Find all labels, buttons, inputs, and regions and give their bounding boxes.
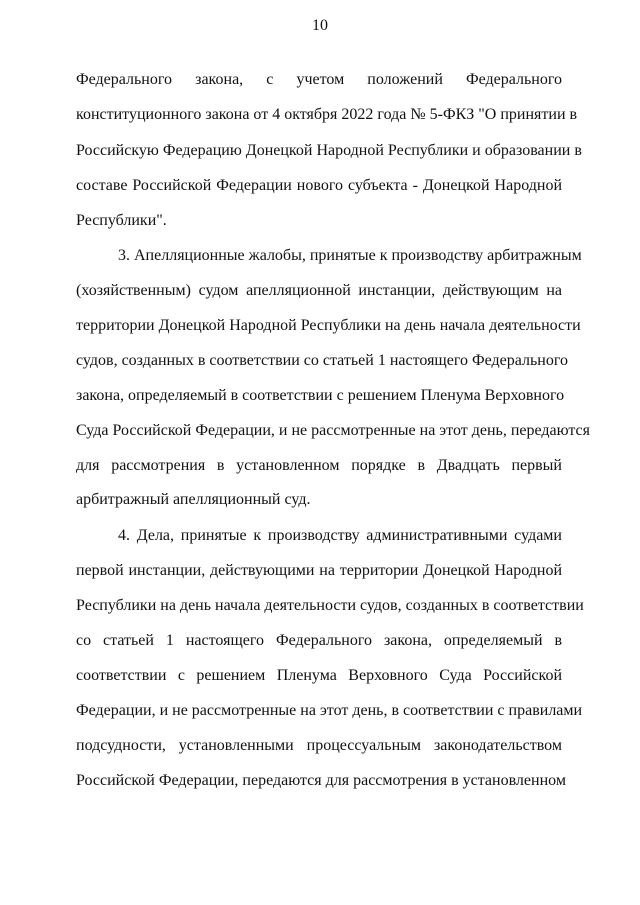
text-line: арбитражный апелляционный суд.: [76, 491, 311, 508]
text-line: со статьей 1 настоящего Федерального закона, определяемый в: [76, 632, 562, 649]
text-line: Республики на день начала деятельности судов, созданных в соответствии: [76, 597, 584, 614]
text-line: составе Российской Федерации нового субъекта - Донецкой Народной: [76, 177, 562, 194]
text-line: Суда Российской Федерации, и не рассмотренные на этот день, передаются: [76, 422, 591, 439]
text-line: Федерального закона, с учетом положений Федерального: [76, 71, 562, 88]
text-line: конституционного закона от 4 октября 2022 года № 5-ФКЗ "О принятии в: [76, 106, 578, 123]
text-line: подсудности, установленными процессуальным законодательством: [76, 737, 562, 754]
text-line: Российской Федерации, передаются для рассмотрения в установленном: [76, 772, 566, 789]
text-line: Российскую Федерацию Донецкой Народной Республики и образовании в: [76, 142, 582, 159]
page-number: 10: [312, 17, 328, 34]
text-line: для рассмотрения в установленном порядке в Двадцать первый: [76, 457, 562, 474]
text-line: соответствии с решением Пленума Верховного Суда Российской: [76, 667, 562, 684]
text-line: 4. Дела, принятые к производству административными судами: [118, 527, 562, 544]
text-line: судов, созданных в соответствии со статьей 1 настоящего Федерального: [76, 352, 569, 369]
text-line: закона, определяемый в соответствии с решением Пленума Верховного: [76, 387, 565, 404]
text-line: территории Донецкой Народной Республики на день начала деятельности: [76, 317, 581, 334]
text-line: первой инстанции, действующими на территории Донецкой Народной: [76, 562, 562, 579]
text-line: Республики".: [76, 212, 167, 229]
text-line: Федерации, и не рассмотренные на этот день, в соответствии с правилами: [76, 702, 583, 719]
text-line: 3. Апелляционные жалобы, принятые к производству арбитражным: [118, 247, 582, 264]
text-line: (хозяйственным) судом апелляционной инстанции, действующим на: [76, 282, 562, 299]
